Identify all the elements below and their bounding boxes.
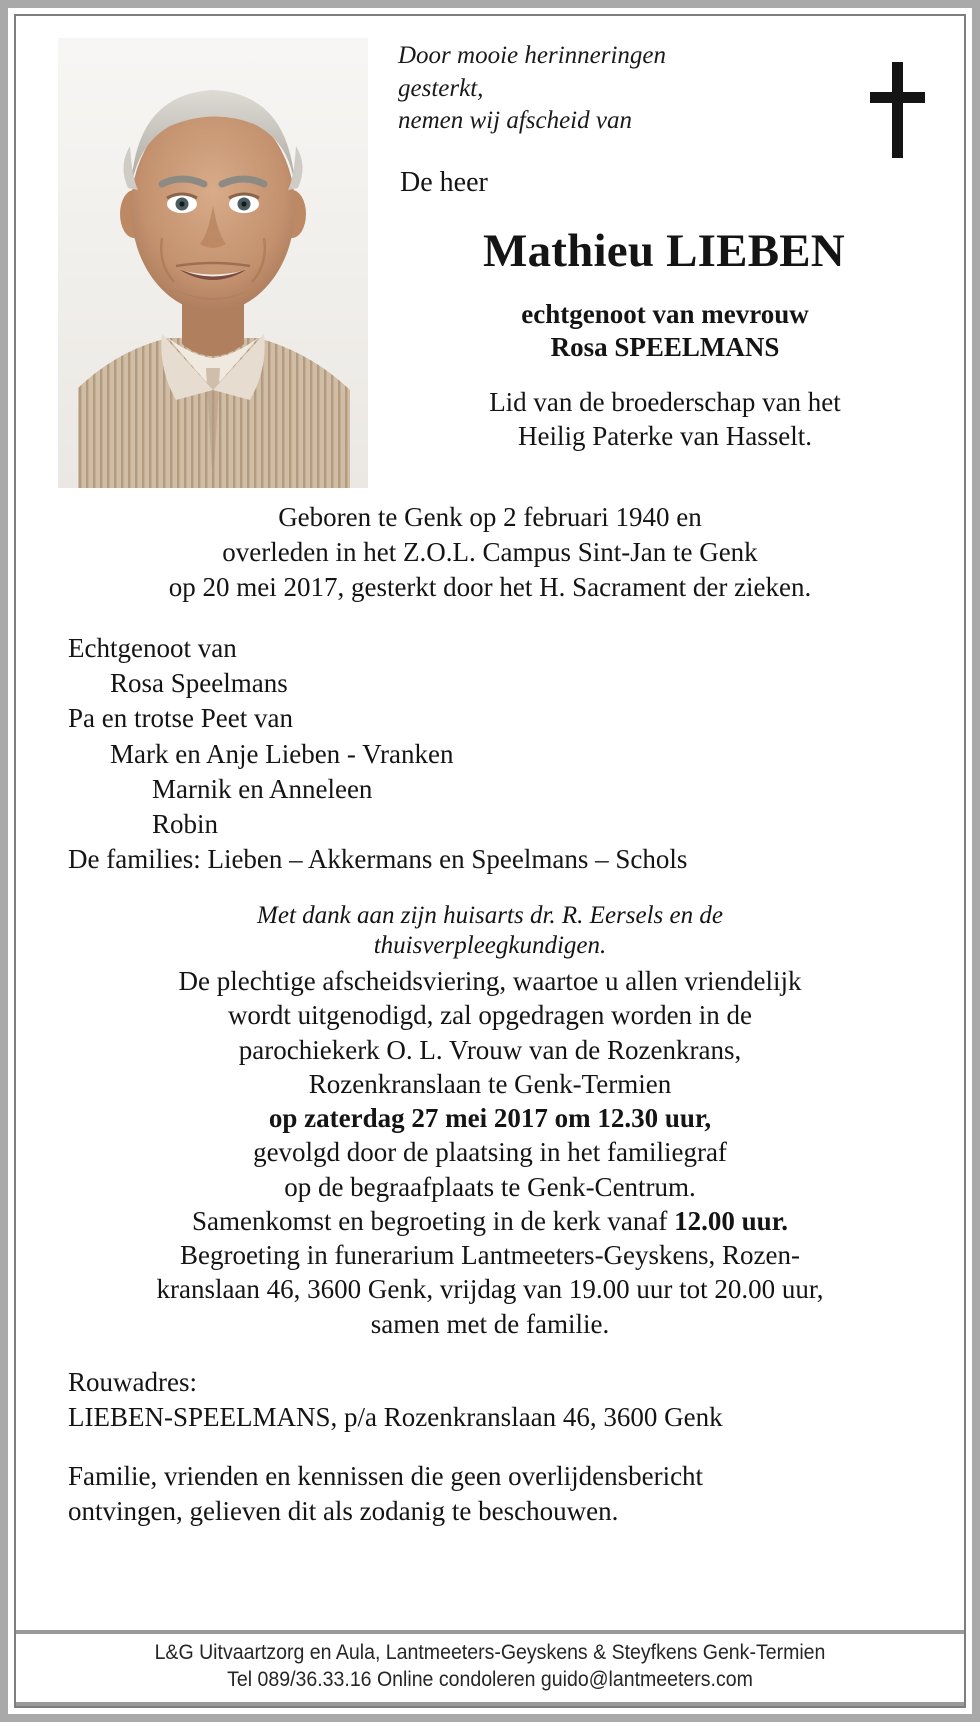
spouse-line: echtgenoot van mevrouw	[521, 299, 809, 330]
mourning-address-value: LIEBEN-SPEELMANS, p/a Rozenkranslaan 46, 3600 Genk	[68, 1402, 723, 1433]
gathering-prefix: Samenkomst en begroeting in de kerk vanaf	[192, 1205, 675, 1236]
gathering-time: 12.00 uur.	[674, 1205, 788, 1236]
service-line: Rozenkranslaan te Genk-Termien	[308, 1068, 672, 1099]
service-line: kranslaan 46, 3600 Genk, vrijdag van 19.00 uur tot 20.00 uur,	[156, 1274, 824, 1305]
birth-death-line: Geboren te Genk op 2 februari 1940 en	[278, 502, 702, 532]
thanks-block	[46, 901, 934, 962]
footer-contact: Tel 089/36.33.16 Online condoleren guido@lantmeeters.com	[227, 1668, 753, 1692]
brotherhood-line: Heilig Paterke van Hasselt.	[518, 420, 812, 451]
notice-line: Familie, vrienden en kennissen die geen overlijdensbericht	[68, 1461, 704, 1492]
latin-cross-icon	[866, 62, 928, 158]
service-datetime-text: op zaterdag 27 mei 2017 om 12.30 uur,	[268, 1103, 712, 1134]
service-line: op de begraafplaats te Genk-Centrum.	[284, 1171, 696, 1202]
thanks-line: thuisverpleegkundigen.	[373, 932, 607, 960]
family-list	[46, 631, 934, 877]
birth-death-block	[46, 500, 934, 605]
family-line: Pa en trotse Peet van	[68, 703, 293, 734]
epigraph-line: gesterkt,	[398, 74, 484, 102]
birth-death-line: overleden in het Z.O.L. Campus Sint-Jan te Genk	[222, 537, 758, 568]
brotherhood-block	[388, 386, 946, 454]
family-line: Echtgenoot van	[68, 633, 237, 664]
service-datetime	[46, 1101, 934, 1135]
family-line: Mark en Anje Lieben - Vranken	[110, 738, 454, 769]
family-line: Marnik en Anneleen	[152, 773, 373, 804]
spouse-block	[388, 298, 946, 364]
service-line: wordt uitgenodigd, zal opgedragen worden in de	[227, 1000, 753, 1031]
body-zone	[16, 500, 964, 1529]
general-notice	[46, 1459, 934, 1529]
family-line: De families: Lieben – Akkermans en Speelmans – Schols	[68, 843, 688, 874]
deceased-name: Mathieu LIEBEN	[483, 225, 845, 278]
salutation: De heer	[400, 166, 488, 198]
spouse-line: Rosa SPEELMANS	[550, 332, 780, 363]
service-details	[46, 964, 934, 1341]
family-line: Rosa Speelmans	[110, 668, 288, 699]
thanks-line: Met dank aan zijn huisarts dr. R. Eersels en de	[257, 901, 723, 929]
family-line: Robin	[152, 808, 219, 839]
epigraph-line: nemen wij afscheid van	[398, 107, 632, 134]
birth-death-line: op 20 mei 2017, gesterkt door het H. Sacrament der zieken.	[168, 572, 812, 603]
memorial-card-inner	[14, 14, 966, 1708]
mourning-address-label: Rouwadres:	[68, 1367, 197, 1398]
epigraph-line: Door mooie herinneringen	[398, 42, 667, 69]
epigraph	[388, 40, 946, 138]
service-line: samen met de familie.	[370, 1308, 610, 1339]
notice-line: ontvingen, gelieven dit als zodanig te beschouwen.	[68, 1496, 619, 1527]
brotherhood-line: Lid van de broederschap van het	[489, 387, 841, 418]
header-zone	[16, 16, 964, 486]
footer-bar	[16, 1630, 964, 1706]
mourning-address	[46, 1365, 934, 1435]
service-line: parochiekerk O. L. Vrouw van de Rozenkrans,	[238, 1034, 742, 1065]
headline-block	[388, 40, 946, 454]
service-line: Begroeting in funerarium Lantmeeters-Geyskens, Rozen-	[179, 1240, 801, 1271]
portrait-photo	[58, 38, 368, 488]
service-line: De plechtige afscheidsviering, waartoe u allen vriendelijk	[178, 965, 802, 996]
service-line: gevolgd door de plaatsing in het familiegraf	[253, 1137, 727, 1168]
gathering-line	[46, 1204, 934, 1238]
footer-company: L&G Uitvaartzorg en Aula, Lantmeeters-Geyskens & Steyfkens Genk-Termien	[154, 1641, 826, 1665]
